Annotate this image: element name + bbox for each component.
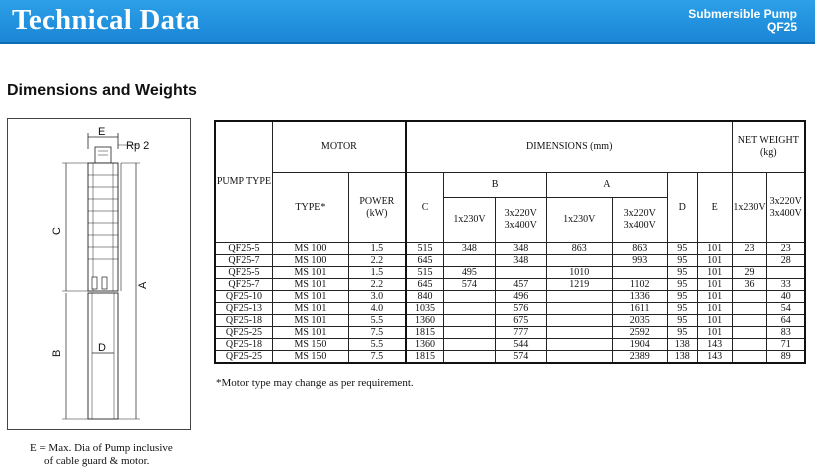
cell-e: 143 xyxy=(697,351,732,364)
header-dimensions: DIMENSIONS (mm) xyxy=(406,121,732,173)
cell-e: 101 xyxy=(697,267,732,279)
cell-pump: QF25-18 xyxy=(215,339,272,351)
cell-c: 645 xyxy=(406,255,444,267)
cell-b1 xyxy=(444,255,495,267)
header-type: TYPE* xyxy=(272,173,348,243)
cell-c: 515 xyxy=(406,243,444,255)
cell-pump: QF25-13 xyxy=(215,303,272,315)
label-rp: Rp 2 xyxy=(126,140,150,152)
cell-type: MS 101 xyxy=(272,291,348,303)
cell-b1: 574 xyxy=(444,279,495,291)
cell-a3: 1102 xyxy=(612,279,667,291)
cell-a1: 863 xyxy=(546,243,612,255)
cell-b3: 348 xyxy=(495,255,546,267)
cell-a3: 1611 xyxy=(612,303,667,315)
cell-pump: QF25-7 xyxy=(215,255,272,267)
cell-d: 95 xyxy=(667,315,697,327)
label-d: D xyxy=(98,342,106,354)
cell-w3: 33 xyxy=(767,279,805,291)
table-row xyxy=(215,267,805,279)
cell-pump: QF25-5 xyxy=(215,267,272,279)
cell-type: MS 100 xyxy=(272,255,348,267)
cell-d: 95 xyxy=(667,327,697,339)
section-title: Dimensions and Weights xyxy=(7,82,197,99)
cell-e: 101 xyxy=(697,243,732,255)
cell-power: 3.0 xyxy=(348,291,405,303)
header-d: D xyxy=(667,173,697,243)
cell-e: 143 xyxy=(697,339,732,351)
cell-power: 7.5 xyxy=(348,351,405,364)
header-a-3ph: 3x220V 3x400V xyxy=(612,198,667,243)
cell-w1: 23 xyxy=(732,243,767,255)
cell-type: MS 101 xyxy=(272,279,348,291)
cell-a3: 1336 xyxy=(612,291,667,303)
header-power: POWER (kW) xyxy=(348,173,405,243)
cell-c: 840 xyxy=(406,291,444,303)
table-row xyxy=(215,339,805,351)
cell-type: MS 101 xyxy=(272,327,348,339)
cell-power: 2.2 xyxy=(348,255,405,267)
cell-c: 1815 xyxy=(406,351,444,364)
cell-b1 xyxy=(444,291,495,303)
cell-b3: 544 xyxy=(495,339,546,351)
cell-d: 95 xyxy=(667,303,697,315)
cell-w1 xyxy=(732,255,767,267)
caption-line-2: of cable guard & motor. xyxy=(44,455,150,467)
cell-c: 1035 xyxy=(406,303,444,315)
cell-w1 xyxy=(732,351,767,364)
page-title: Technical Data xyxy=(12,4,200,36)
cell-a1 xyxy=(546,255,612,267)
cell-a1 xyxy=(546,327,612,339)
cell-w1 xyxy=(732,315,767,327)
header-b-3ph: 3x220V 3x400V xyxy=(495,198,546,243)
header-motor: MOTOR xyxy=(272,121,405,173)
cell-w3: 89 xyxy=(767,351,805,364)
label-b: B xyxy=(51,349,63,357)
cell-power: 1.5 xyxy=(348,267,405,279)
cell-b3: 576 xyxy=(495,303,546,315)
cell-d: 95 xyxy=(667,255,697,267)
cell-e: 101 xyxy=(697,279,732,291)
cell-power: 2.2 xyxy=(348,279,405,291)
cell-b3: 777 xyxy=(495,327,546,339)
cell-d: 138 xyxy=(667,339,697,351)
cell-a3: 2592 xyxy=(612,327,667,339)
header-weight-3ph: 3x220V 3x400V xyxy=(767,173,805,243)
cell-d: 95 xyxy=(667,243,697,255)
cell-w3: 64 xyxy=(767,315,805,327)
cell-type: MS 150 xyxy=(272,339,348,351)
cell-w3: 83 xyxy=(767,327,805,339)
header-e: E xyxy=(697,173,732,243)
cell-w1 xyxy=(732,339,767,351)
cell-power: 5.5 xyxy=(348,315,405,327)
table-row xyxy=(215,279,805,291)
cell-b3: 457 xyxy=(495,279,546,291)
cell-power: 5.5 xyxy=(348,339,405,351)
cell-e: 101 xyxy=(697,291,732,303)
header-c: C xyxy=(406,173,444,243)
label-c: C xyxy=(51,227,63,235)
cell-d: 95 xyxy=(667,291,697,303)
product-model: QF25 xyxy=(766,20,797,34)
cell-a1: 1219 xyxy=(546,279,612,291)
table-row xyxy=(215,327,805,339)
product-subtitle xyxy=(688,8,797,34)
cell-w1 xyxy=(732,303,767,315)
cell-b3: 496 xyxy=(495,291,546,303)
cell-d: 138 xyxy=(667,351,697,364)
cell-a3: 993 xyxy=(612,255,667,267)
header-a-1ph: 1x230V xyxy=(546,198,612,243)
cell-type: MS 101 xyxy=(272,303,348,315)
cell-a1 xyxy=(546,339,612,351)
cell-b1: 495 xyxy=(444,267,495,279)
header-weight-1ph: 1x230V xyxy=(732,173,767,243)
cell-w3: 40 xyxy=(767,291,805,303)
header-banner xyxy=(0,0,815,44)
cell-c: 645 xyxy=(406,279,444,291)
table-row xyxy=(215,243,805,255)
cell-power: 1.5 xyxy=(348,243,405,255)
cell-w1: 29 xyxy=(732,267,767,279)
cell-a1 xyxy=(546,291,612,303)
label-e: E xyxy=(98,126,106,138)
cell-d: 95 xyxy=(667,279,697,291)
cell-e: 101 xyxy=(697,327,732,339)
header-b-1ph: 1x230V xyxy=(444,198,495,243)
cell-a1 xyxy=(546,303,612,315)
table-row xyxy=(215,315,805,327)
product-category: Submersible Pump xyxy=(688,7,797,21)
cell-c: 1360 xyxy=(406,315,444,327)
cell-w3 xyxy=(767,267,805,279)
pump-dimension-drawing xyxy=(7,118,191,430)
pump-diagram xyxy=(8,119,190,429)
table-row xyxy=(215,351,805,364)
cell-b3: 348 xyxy=(495,243,546,255)
cell-type: MS 101 xyxy=(272,315,348,327)
cell-b3: 675 xyxy=(495,315,546,327)
cell-pump: QF25-7 xyxy=(215,279,272,291)
cell-b1 xyxy=(444,351,495,364)
cell-w1 xyxy=(732,291,767,303)
dimensions-weights-table xyxy=(214,120,806,364)
cell-e: 101 xyxy=(697,315,732,327)
header-pump-type: PUMP TYPE xyxy=(215,121,272,243)
cell-pump: QF25-5 xyxy=(215,243,272,255)
cell-type: MS 150 xyxy=(272,351,348,364)
table-row xyxy=(215,291,805,303)
cell-a1: 1010 xyxy=(546,267,612,279)
cell-w1: 36 xyxy=(732,279,767,291)
cell-a3: 863 xyxy=(612,243,667,255)
cell-b3: 574 xyxy=(495,351,546,364)
cell-b1 xyxy=(444,327,495,339)
cell-d: 95 xyxy=(667,267,697,279)
cell-a1 xyxy=(546,315,612,327)
cell-type: MS 101 xyxy=(272,267,348,279)
cell-b1 xyxy=(444,303,495,315)
label-a: A xyxy=(137,281,149,289)
cell-w3: 23 xyxy=(767,243,805,255)
cell-pump: QF25-25 xyxy=(215,351,272,364)
cell-a3 xyxy=(612,267,667,279)
table-row xyxy=(215,303,805,315)
cell-pump: QF25-10 xyxy=(215,291,272,303)
cell-pump: QF25-18 xyxy=(215,315,272,327)
cell-b1 xyxy=(444,315,495,327)
caption-line-1: E = Max. Dia of Pump inclusive xyxy=(30,442,173,454)
motor-type-note: *Motor type may change as per requirement. xyxy=(216,377,414,389)
cell-w3: 71 xyxy=(767,339,805,351)
cell-c: 1360 xyxy=(406,339,444,351)
cell-b1 xyxy=(444,339,495,351)
cell-pump: QF25-25 xyxy=(215,327,272,339)
header-b: B xyxy=(444,173,547,198)
cell-b3 xyxy=(495,267,546,279)
cell-a3: 1904 xyxy=(612,339,667,351)
header-net-weight: NET WEIGHT (kg) xyxy=(732,121,805,173)
drawing-caption xyxy=(30,442,173,468)
cell-a3: 2035 xyxy=(612,315,667,327)
cell-c: 515 xyxy=(406,267,444,279)
cell-w1 xyxy=(732,327,767,339)
cell-power: 4.0 xyxy=(348,303,405,315)
cell-a3: 2389 xyxy=(612,351,667,364)
cell-power: 7.5 xyxy=(348,327,405,339)
cell-e: 101 xyxy=(697,255,732,267)
cell-e: 101 xyxy=(697,303,732,315)
dimensions-table-container xyxy=(214,120,806,364)
cell-type: MS 100 xyxy=(272,243,348,255)
cell-a1 xyxy=(546,351,612,364)
cell-b1: 348 xyxy=(444,243,495,255)
table-row xyxy=(215,255,805,267)
cell-c: 1815 xyxy=(406,327,444,339)
cell-w3: 54 xyxy=(767,303,805,315)
cell-w3: 28 xyxy=(767,255,805,267)
header-a: A xyxy=(546,173,667,198)
